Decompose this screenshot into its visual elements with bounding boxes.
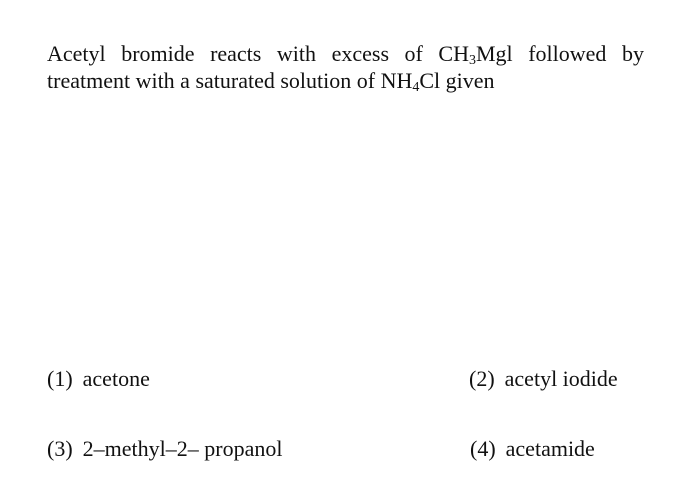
option-4-label: acetamide — [505, 436, 595, 461]
question-part-1: Acetyl bromide reacts with excess of CH — [47, 41, 469, 66]
option-2-number: (2) — [469, 366, 495, 391]
question-part-2: Mgl followed by treatment with a saturated solution of NH — [47, 41, 644, 93]
question-part-3: Cl given — [419, 68, 495, 93]
option-2[interactable] — [469, 366, 618, 392]
option-3-number: (3) — [47, 436, 73, 461]
option-4-number: (4) — [470, 436, 496, 461]
option-1[interactable] — [47, 366, 150, 392]
question-subscript-3: 3 — [469, 53, 476, 68]
option-3[interactable] — [47, 436, 282, 462]
question-subscript-4: 4 — [412, 80, 420, 95]
question-text — [47, 40, 644, 94]
option-1-label: acetone — [82, 366, 150, 391]
option-3-label: 2–methyl–2– propanol — [82, 436, 283, 461]
option-1-number: (1) — [47, 366, 73, 391]
option-2-label: acetyl iodide — [504, 366, 618, 391]
option-4[interactable] — [470, 436, 595, 462]
